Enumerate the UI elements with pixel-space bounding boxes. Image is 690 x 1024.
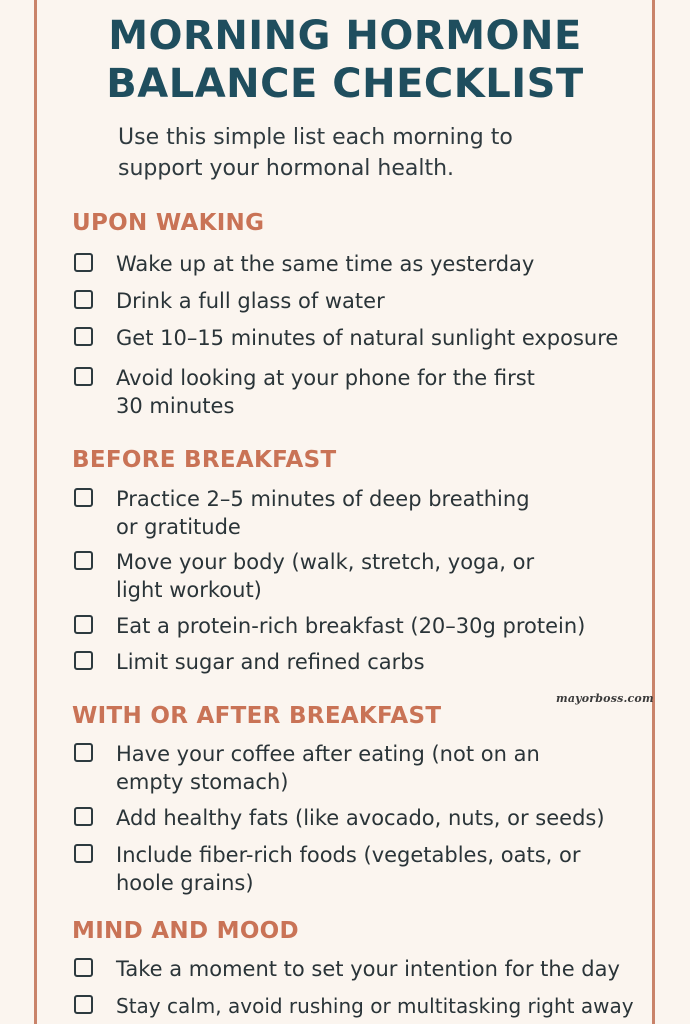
intro-line-2: support your hormonal health. bbox=[118, 156, 455, 181]
item-text-line: light workout) bbox=[116, 578, 262, 602]
checkbox[interactable] bbox=[74, 367, 93, 386]
checkbox[interactable] bbox=[74, 253, 93, 272]
item-text: Eat a protein-rich breakfast (20–30g protein) bbox=[116, 614, 586, 638]
item-text bbox=[116, 740, 656, 796]
item-text: Drink a full glass of water bbox=[116, 289, 385, 313]
checkbox[interactable] bbox=[74, 651, 93, 670]
checkbox[interactable] bbox=[74, 615, 93, 634]
checkbox[interactable] bbox=[74, 807, 93, 826]
item-text-line: hoole grains) bbox=[116, 871, 254, 895]
checkbox[interactable] bbox=[74, 995, 93, 1014]
item-text-line: Avoid looking at your phone for the first bbox=[116, 366, 535, 390]
left-border-line bbox=[34, 0, 37, 1024]
item-text-line: Include fiber-rich foods (vegetables, oats, or bbox=[116, 843, 581, 867]
item-text: Add healthy fats (like avocado, nuts, or seeds) bbox=[116, 806, 605, 830]
item-text: Take a moment to set your intention for the day bbox=[116, 957, 620, 981]
item-text bbox=[116, 364, 656, 420]
intro-text bbox=[118, 122, 638, 184]
item-text-line: Move your body (walk, stretch, yoga, or bbox=[116, 550, 535, 574]
checkbox[interactable] bbox=[74, 844, 93, 863]
checkbox[interactable] bbox=[74, 327, 93, 346]
checkbox[interactable] bbox=[74, 958, 93, 977]
item-text bbox=[116, 485, 656, 541]
checkbox[interactable] bbox=[74, 488, 93, 507]
item-text: Get 10–15 minutes of natural sunlight exposure bbox=[116, 326, 619, 350]
title-line-2: BALANCE CHECKLIST bbox=[106, 61, 584, 107]
section-heading-upon-waking: UPON WAKING bbox=[72, 210, 265, 236]
intro-line-1: Use this simple list each morning to bbox=[118, 125, 513, 150]
item-text bbox=[116, 841, 656, 897]
item-text-line: 30 minutes bbox=[116, 394, 235, 418]
watermark: mayorboss.com bbox=[556, 692, 654, 705]
item-text-line: empty stomach) bbox=[116, 770, 289, 794]
item-text-line: or gratitude bbox=[116, 515, 241, 539]
item-text bbox=[116, 548, 656, 604]
section-heading-with-or-after-breakfast: WITH OR AFTER BREAKFAST bbox=[72, 703, 442, 729]
item-text: Wake up at the same time as yesterday bbox=[116, 252, 535, 276]
item-text-line: Have your coffee after eating (not on an bbox=[116, 742, 540, 766]
section-heading-mind-and-mood: MIND AND MOOD bbox=[72, 918, 299, 944]
checkbox[interactable] bbox=[74, 290, 93, 309]
item-text: Stay calm, avoid rushing or multitasking right away bbox=[116, 994, 634, 1018]
item-text: Limit sugar and refined carbs bbox=[116, 650, 425, 674]
title-line-1: MORNING HORMONE bbox=[108, 13, 582, 59]
item-text-line: Practice 2–5 minutes of deep breathing bbox=[116, 487, 530, 511]
section-heading-before-breakfast: BEFORE BREAKFAST bbox=[72, 447, 337, 473]
page-title bbox=[0, 12, 690, 108]
checkbox[interactable] bbox=[74, 743, 93, 762]
checkbox[interactable] bbox=[74, 551, 93, 570]
